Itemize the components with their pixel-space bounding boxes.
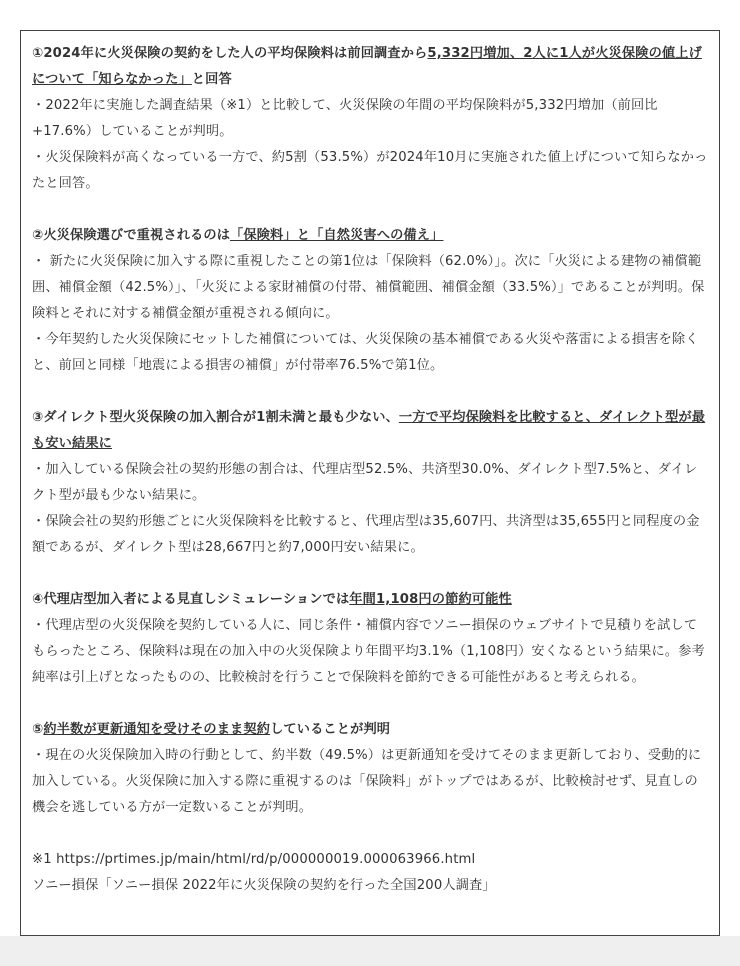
summary-content <box>21 31 719 899</box>
section-1-bullet-1: ・2022年に実施した調査結果（※1）と比較して、火災保険の年間の平均保険料が5,332円増加（前回比+17.6%）していることが判明。 <box>32 98 658 139</box>
section-4-heading <box>32 587 709 613</box>
footnote-source: ソニー損保「ソニー損保 2022年に火災保険の契約を行った全国200人調査」 <box>32 878 496 893</box>
section-2-heading-highlight: 「保険料」と「自然災害への備え」 <box>230 228 444 243</box>
section-2-bullet-1: ・ 新たに火災保険に加入する際に重視したことの第1位は「保険料（62.0%）」。次に「火災による建物の補償範囲、補償金額（42.5%）」、「火災による家財補償の付帯、補償範囲、補償金額（33.5%）」であることが判明。保険料とそれに対する補償金額が重視される傾向に。 <box>32 254 705 321</box>
footnote-url: ※1 https://prtimes.jp/main/html/rd/p/000000019.000063966.html <box>32 852 476 867</box>
spacer <box>32 691 709 717</box>
section-1-heading-tail: と回答 <box>191 72 232 87</box>
top-band <box>0 0 740 30</box>
summary-box <box>20 30 720 936</box>
section-3-bullet-1: ・加入している保険会社の契約形態の割合は、代理店型52.5%、共済型30.0%、ダイレクト型7.5%と、ダイレクト型が最も少ない結果に。 <box>32 462 698 503</box>
section-5-heading-highlight: 約半数が更新通知を受けそのまま契約 <box>43 722 271 737</box>
section-3-heading <box>32 405 709 457</box>
bottom-band <box>0 936 740 966</box>
spacer <box>32 821 709 847</box>
section-4-heading-highlight: 年間1,108円の節約可能性 <box>349 592 512 607</box>
section-3-heading-highlight: 一方で平均保険料を比較すると、ダイレクト型が最も安い結果に <box>32 410 706 451</box>
spacer <box>32 197 709 223</box>
section-2-heading-lead: ②火災保険選びで重視されるのは <box>32 228 231 243</box>
section-1-bullet-2: ・火災保険料が高くなっている一方で、約5割（53.5%）が2024年10月に実施された値上げについて知らなかったと回答。 <box>32 150 708 191</box>
spacer <box>32 379 709 405</box>
section-1-heading-highlight: 5,332円増加、2人に1人が火災保険の値上げについて「知らなかった」 <box>32 46 702 87</box>
section-4-heading-lead: ④代理店型加入者による見直しシミュレーションでは <box>32 592 350 607</box>
section-1-heading-lead: ①2024年に火災保険の契約をした人の平均保険料は前回調査から <box>32 46 428 61</box>
section-4-bullet-1: ・代理店型の火災保険を契約している人に、同じ条件・補償内容でソニー損保のウェブサイトで見積りを試してもらったところ、保険料は現在の加入中の火災保険より年間平均3.1%（1,108円）安くなるという結果に。参考純率は引上げとなったものの、比較検討を行うことで保険料を節約できる可能性があると考えられる。 <box>32 618 705 685</box>
section-5-heading-tail: していることが判明 <box>270 722 391 737</box>
section-2-bullet-2: ・今年契約した火災保険にセットした補償については、火災保険の基本補償である火災や落雷による損害を除くと、前回と同様「地震による損害の補償」が付帯率76.5%で第1位。 <box>32 332 699 373</box>
section-2-heading <box>32 223 709 249</box>
spacer <box>32 561 709 587</box>
section-1-heading <box>32 41 709 93</box>
section-5-heading <box>32 717 709 743</box>
section-3-heading-lead: ③ダイレクト型火災保険の加入割合が1割未満と最も少ない、 <box>32 410 399 425</box>
section-5-bullet-1: ・現在の火災保険加入時の行動として、約半数（49.5%）は更新通知を受けてそのまま更新しており、受動的に加入している。火災保険に加入する際に重視するのは「保険料」がトップではあるが、比較検討せず、見直しの機会を逃している方が一定数いることが判明。 <box>32 748 702 815</box>
section-3-bullet-2: ・保険会社の契約形態ごとに火災保険料を比較すると、代理店型は35,607円、共済型は35,655円と同程度の金額であるが、ダイレクト型は28,667円と約7,000円安い結果に。 <box>32 514 700 555</box>
section-5-heading-lead: ⑤ <box>32 722 44 737</box>
